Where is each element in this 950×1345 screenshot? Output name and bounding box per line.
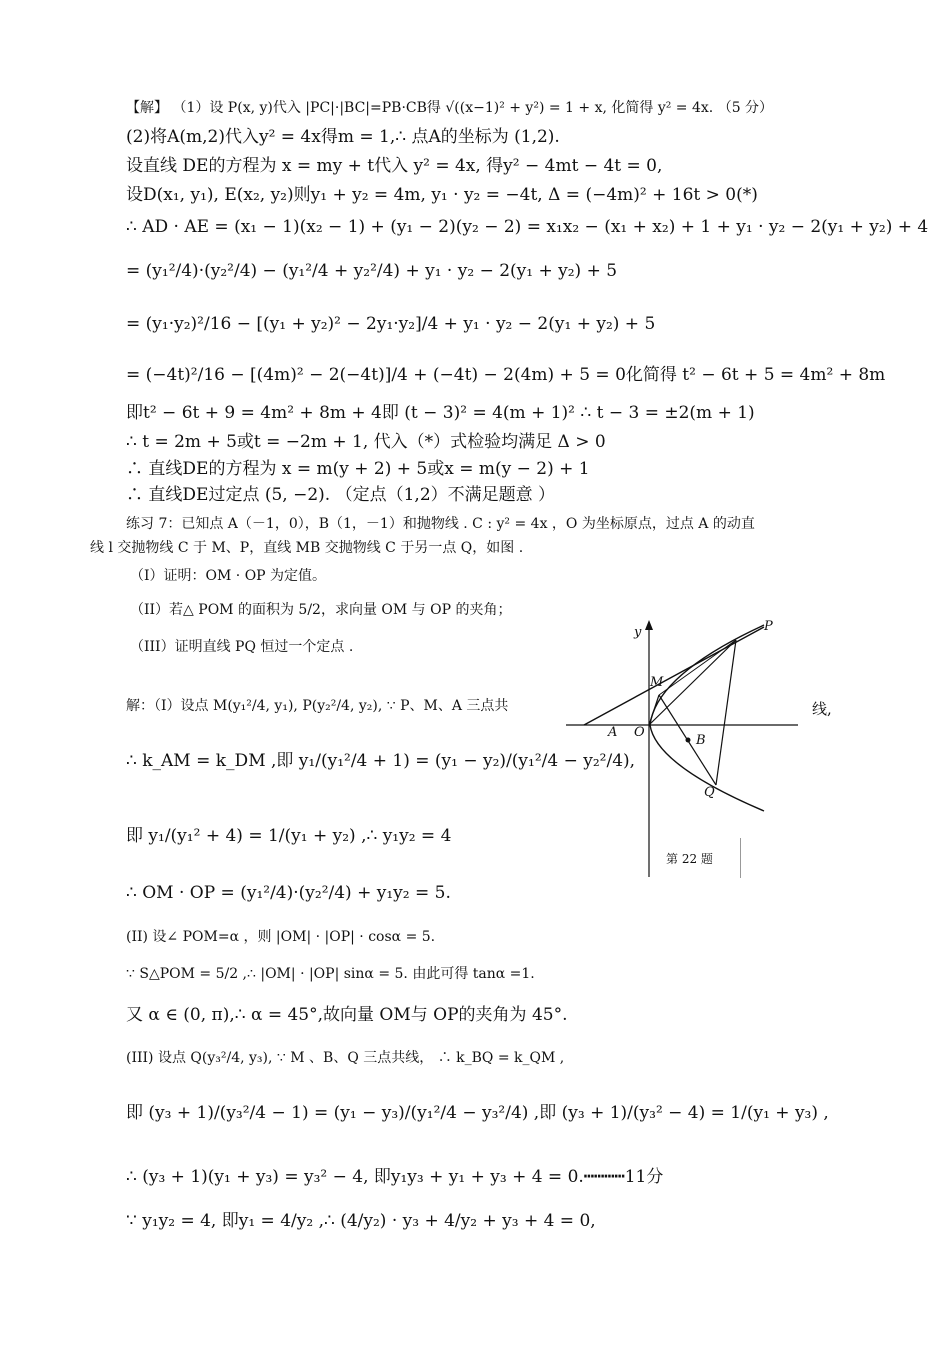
text-line: ∴ 直线DE过定点 (5, −2). （定点（1,2）不满足题意 ） (126, 485, 556, 505)
text-line: 练习 7：已知点 A（－1，0），B（1，－1）和抛物线 . C : y² = 4x ，O 为坐标原点，过点 A 的动直 (126, 516, 755, 532)
text-line: 设D(x₁, y₁), E(x₂, y₂)则y₁ + y₂ = 4m, y₁ · y₂ = −4t, Δ = (−4m)² + 16t > 0(*) (126, 185, 758, 205)
text-line: 即 (y₃ + 1)/(y₃²/4 − 1) = (y₁ − y₃)/(y₁²/4 − y₃²/4) ,即 (y₃ + 1)/(y₃² − 4) = 1/(y₁ + y₃) , (126, 1103, 829, 1123)
text-line: （III）证明直线 PQ 恒过一个定点 . (130, 639, 354, 655)
point-b-label: B (696, 733, 706, 748)
text-line: = (y₁·y₂)²/16 − [(y₁ + y₂)² − 2y₁·y₂]/4 + y₁ · y₂ − 2(y₁ + y₂) + 5 (126, 314, 656, 334)
text-line: ∴ k_AM = k_DM ,即 y₁/(y₁²/4 + 1) = (y₁ − y₂)/(y₁²/4 − y₂²/4), (126, 751, 636, 771)
text-line: ∴ AD · AE = (x₁ − 1)(x₂ − 1) + (y₁ − 2)(y₂ − 2) = x₁x₂ − (x₁ + x₂) + 1 + y₁ · y₂ − 2(y₁ + y₂) + 4 (126, 217, 929, 237)
point-p-label: P (764, 619, 773, 634)
text-line: （I）证明：OM · OP 为定值。 (130, 568, 327, 584)
text-line: 解：（I）设点 M(y₁²/4, y₁), P(y₂²/4, y₂), ∵ P、M、A 三点共 (126, 698, 509, 714)
text-line: = (−4t)²/16 − [(4m)² − 2(−4t)]/4 + (−4t) − 2(4m) + 5 = 0化简得 t² − 6t + 5 = 4m² + 8m (126, 365, 886, 385)
figure-caption: 第 22 题 (666, 852, 713, 866)
text-line: 设直线 DE的方程为 x = my + t代入 y² = 4x, 得y² − 4mt − 4t = 0, (126, 156, 663, 176)
text-line: = (y₁²/4)·(y₂²/4) − (y₁²/4 + y₂²/4) + y₁ · y₂ − 2(y₁ + y₂) + 5 (126, 261, 618, 281)
text-line: (2)将A(m,2)代入y² = 4x得m = 1,∴ 点A的坐标为 (1,2). (126, 127, 560, 147)
text-line: 线 l 交抛物线 C 于 M、P，直线 MB 交抛物线 C 于另一点 Q，如图 . (90, 540, 524, 556)
text-line: 即 y₁/(y₁² + 4) = 1/(y₁ + y₂) ,∴ y₁y₂ = 4 (126, 826, 452, 846)
text-line: ∴ 直线DE的方程为 x = m(y + 2) + 5或x = m(y − 2) + 1 (126, 459, 590, 479)
point-o-label: O (634, 725, 645, 740)
text-line: ∴ (y₃ + 1)(y₁ + y₃) = y₃² − 4, 即y₁y₃ + y₁ + y₃ + 4 = 0.┅┅┅┅11分 (126, 1167, 664, 1187)
text-line: (II) 设∠ POM=α ，则 |OM| · |OP| · cosα = 5. (126, 929, 436, 945)
text-line: （II）若△ POM 的面积为 5/2，求向量 OM 与 OP 的夹角； (130, 602, 512, 618)
text-line: 即t² − 6t + 9 = 4m² + 8m + 4即 (t − 3)² = 4(m + 1)² ∴ t − 3 = ±2(m + 1) (126, 403, 755, 423)
text-line: 【解】 （1）设 P(x, y)代入 |PC|·|BC|=PB·CB得 √((x−1)² + y²) = 1 + x, 化简得 y² = 4x. （5 分） (126, 100, 774, 116)
text-line: ∴ t = 2m + 5或t = −2m + 1, 代入（*）式检验均满足 Δ > 0 (126, 432, 606, 452)
text-line: ∵ S△POM = 5/2 ,∴ |OM| · |OP| sinα = 5. 由此可得 tanα =1. (126, 966, 535, 982)
point-m-label: M (650, 675, 664, 690)
text-line: ∴ OM · OP = (y₁²/4)·(y₂²/4) + y₁y₂ = 5. (126, 883, 451, 903)
y-axis-label: y (634, 625, 642, 640)
text-line: ∵ y₁y₂ = 4, 即y₁ = 4/y₂ ,∴ (4/y₂) · y₃ + 4/y₂ + y₃ + 4 = 0, (126, 1211, 596, 1231)
line-continuation: 线, (812, 700, 832, 718)
text-line: (III) 设点 Q(y₃²/4, y₃), ∵ M 、B、Q 三点共线， ∴ k_BQ = k_QM , (126, 1050, 565, 1066)
point-a-label: A (608, 725, 618, 740)
text-line: 又 α ∈ (0, π),∴ α = 45°,故向量 OM与 OP的夹角为 45°. (126, 1005, 568, 1025)
point-q-label: Q (704, 785, 715, 800)
